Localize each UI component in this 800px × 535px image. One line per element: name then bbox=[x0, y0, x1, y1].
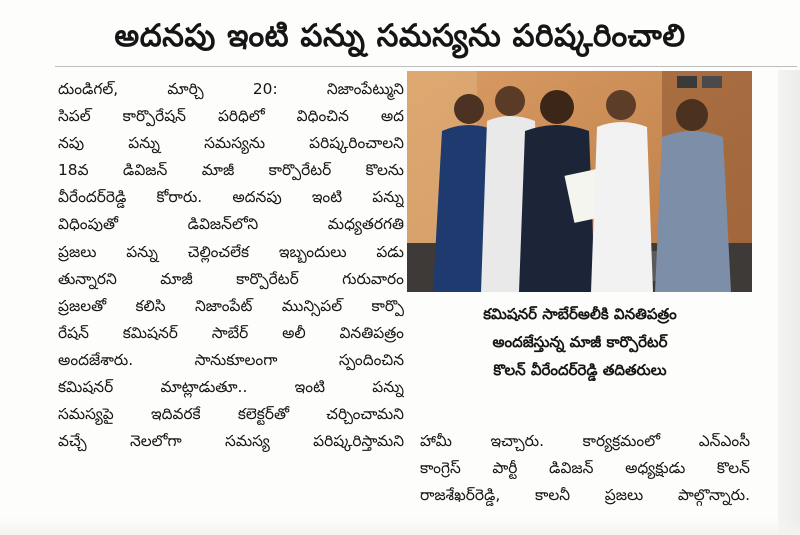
article-line: అందజేశారు. సానుకూలంగా స్పందించిన bbox=[58, 350, 404, 369]
headline-rule bbox=[55, 66, 797, 67]
article-line: రేషన్ కమిషనర్ సాబేర్ అలీ వినతిపత్రం bbox=[58, 323, 404, 342]
article-line: వచ్చే నెలలోగా సమస్య పరిష్కరిస్తామని bbox=[58, 432, 404, 451]
page-margin bbox=[778, 70, 800, 535]
photo-caption bbox=[410, 300, 750, 384]
article-line: ప్రజలతో కలిసి నిజాంపేట్ మున్సిపల్ కార్పొ bbox=[58, 296, 404, 315]
article-line: కమిషనర్ మాట్లాడుతూ.. ఇంటి పన్ను bbox=[58, 378, 404, 397]
article-line: నపు పన్ను సమస్యను పరిష్కరించాలని bbox=[58, 134, 404, 153]
page-bottom-edge bbox=[0, 517, 800, 535]
article-continuation bbox=[420, 428, 750, 509]
article-line: సిపల్ కార్పొరేషన్ పరిధిలో విధించిన అద bbox=[58, 107, 404, 126]
headline: అదనపు ఇంటి పన్ను సమస్యను పరిష్కరించాలి bbox=[114, 18, 686, 54]
article-line: హామీ ఇచ్చారు. కార్యక్రమంలో ఎన్ఎంసీ bbox=[420, 432, 750, 450]
article-line: విధింపుతో డివిజన్‌లోని మధ్యతరగతి bbox=[58, 215, 404, 234]
article-line: వీరేందర్‌రెడ్డి కోరారు. అదనపు ఇంటి పన్ను bbox=[58, 188, 404, 207]
article-line: 18వ డివిజన్ మాజీ కార్పొరేటర్ కొలను bbox=[58, 161, 404, 180]
article-line: సమస్యపై ఇదివరకే కలెక్టర్‌తో చర్చించామని bbox=[58, 405, 404, 424]
article-body bbox=[58, 76, 404, 455]
news-photo bbox=[407, 71, 752, 292]
article-line: దుండిగల్, మార్చి 20: నిజాంపేట్ముని bbox=[58, 80, 404, 98]
article-line: కాంగ్రెస్ పార్టీ డివిజన్ అధ్యక్షుడు కొలన్ bbox=[420, 459, 750, 478]
caption-line: కొలన్ వీరేందర్‌రెడ్డి తదితరులు bbox=[493, 361, 667, 379]
caption-line: కమిషనర్ సాబేర్‌అలీకి వినతిపత్రం bbox=[483, 305, 677, 323]
article-line: ప్రజలు పన్ను చెల్లించలేక ఇబ్బందులు పడు bbox=[58, 242, 404, 261]
article-line: తున్నారని మాజీ కార్పొరేటర్ గురువారం bbox=[58, 269, 404, 288]
caption-line: అందజేస్తున్న మాజీ కార్పొరేటర్ bbox=[492, 333, 668, 351]
article-line: రాజశేఖర్‌రెడ్డి, కాలనీ ప్రజలు పాల్గొన్నారు. bbox=[420, 486, 750, 505]
